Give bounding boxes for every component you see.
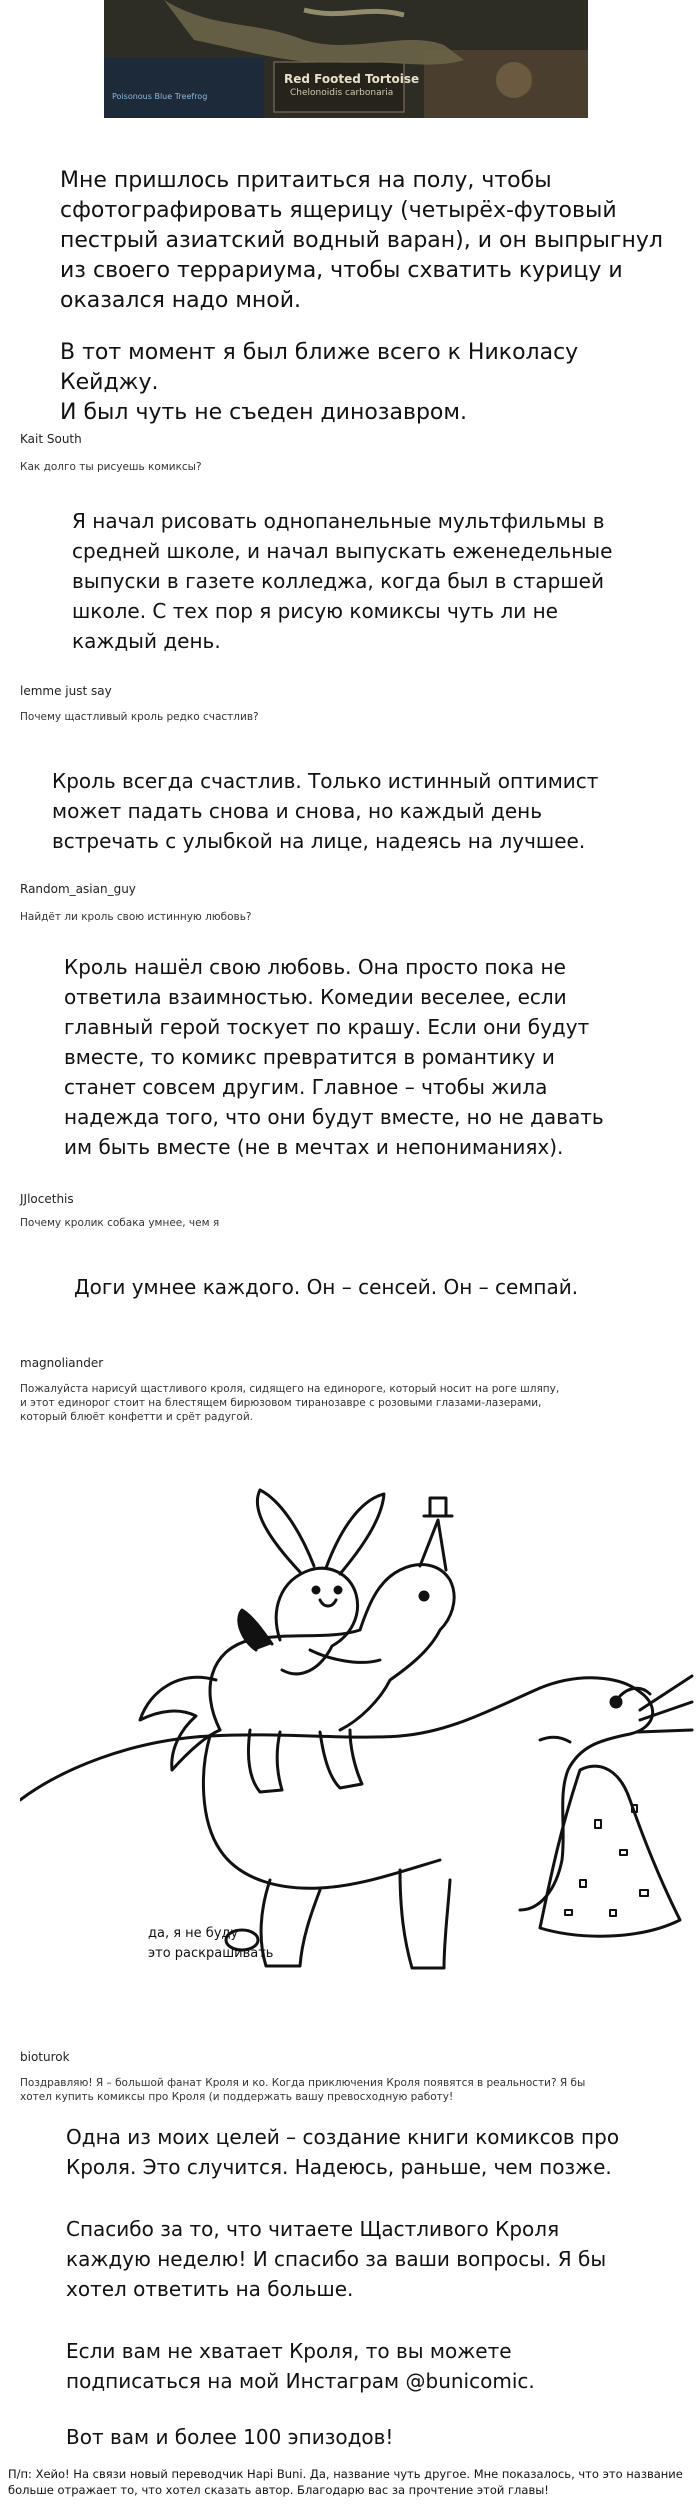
bunny-ear-right	[326, 1494, 384, 1574]
question-dog-smarter: Почему кролик собака умнее, чем я	[20, 1217, 220, 1229]
translator-note: П/п: Хейо! На связи новый переводчик Hapi Buni. Да, название чуть другое. Мне показалось, что это название больше отражает то, что хотел сказать автор. Благодарю вас за прочтение этой главы!	[8, 2467, 683, 2497]
bunny-outline	[276, 1568, 357, 1674]
photo-label-blue: Poisonous Blue Treefrog	[112, 92, 208, 101]
unicorn-tail	[140, 1677, 220, 1770]
answer-how-long: Я начал рисовать однопанельные мультфильмы в средней школе, и начал выпускать еженедельные выпуски в газете колледжа, когда был в старшей школе. С тех пор я рисую комиксы чуть ли не каждый день.	[72, 509, 613, 653]
question-why-sad: Почему щастливый кроль редко счастлив?	[20, 711, 259, 723]
username-random-asian-guy: Random_asian_guy	[20, 882, 136, 896]
illustration-caption: да, я не буду это раскрашивать	[148, 1926, 274, 1961]
illustration-drawing	[20, 1440, 700, 2000]
username-lemme-just-say: lemme just say	[20, 684, 112, 698]
question-true-love: Найдёт ли кроль свою истинную любовь?	[20, 911, 252, 923]
username-bioturok: bioturok	[20, 2050, 70, 2064]
answer-nicolas-cage: В тот момент я был ближе всего к Николасу Кейджу. И был чуть не съеден динозавром.	[60, 340, 579, 425]
question-how-long: Как долго ты рисуешь комиксы?	[20, 461, 202, 473]
unicorn-horn	[420, 1520, 446, 1570]
answer-100-episodes: Вот вам и более 100 эпизодов!	[66, 2425, 394, 2449]
photo-label-sub: Chelonoidis carbonaria	[290, 88, 394, 98]
question-draw-request: Пожалуйста нарисуй щастливого кроля, сидящего на единороге, который носит на роге шляпу, и этот единорог стоит на блестящем бирюзовом тиранозавре с розовыми глазами-лазерами, который блюёт конфетти и срёт радугой.	[20, 1383, 560, 1423]
photo-label-main: Red Footed Tortoise	[284, 72, 420, 86]
bunny-ear-left	[257, 1490, 314, 1572]
answer-dog-smarter: Доги умнее каждого. Он – сенсей. Он – семпай.	[74, 1275, 579, 1299]
answer-thanks: Спасибо за то, что читаете Щастливого Кроля каждую неделю! И спасибо за ваши вопросы. Я бы хотел ответить на больше.	[66, 2217, 607, 2301]
bunny-unicorn-dinosaur-illustration	[20, 1440, 700, 2000]
dinosaur-outline	[20, 1678, 653, 1910]
username-magnoliander: magnoliander	[20, 1356, 104, 1370]
answer-instagram: Если вам не хватает Кроля, то вы можете подписаться на мой Инстаграм @bunicomic.	[66, 2339, 535, 2393]
username-jjlocethis: JJlocethis	[20, 1192, 74, 1206]
username-kait-south: Kait South	[20, 432, 82, 446]
answer-book-goal: Одна из моих целей – создание книги комиксов про Кроля. Это случится. Надеюсь, раньше, чем позже.	[66, 2125, 620, 2179]
answer-lizard-story: Мне пришлось притаиться на полу, чтобы сфотографировать ящерицу (четырёх-футовый пестрый азиатский водный варан), и он выпрыгнул из своего террариума, чтобы схватить курицу и оказался надо мной.	[60, 168, 663, 313]
answer-why-sad: Кроль всегда счастлив. Только истинный оптимист может падать снова и снова, но каждый день встречать с улыбкой на лице, надеясь на лучшее.	[52, 769, 599, 853]
terrarium-photo	[104, 0, 588, 118]
answer-true-love: Кроль нашёл свою любовь. Она просто пока не ответила взаимностью. Комедии веселее, если главный герой тоскует по крашу. Если они будут вместе, то комикс превратится в романтику и станет совсем другим. Главное – чтобы жила надежда того, что они будут вместе, но не давать им быть вместе (не в мечтах и непониманиях).	[64, 955, 604, 1159]
dinosaur-eye	[611, 1697, 621, 1707]
question-when-real: Поздравляю! Я – большой фанат Кроля и ко. Когда приключения Кроля появятся в реальности? Я бы хотел купить комиксы про Кроля (и поддержать вашу превосходную работу!	[20, 2077, 586, 2103]
top-hat	[424, 1498, 452, 1516]
